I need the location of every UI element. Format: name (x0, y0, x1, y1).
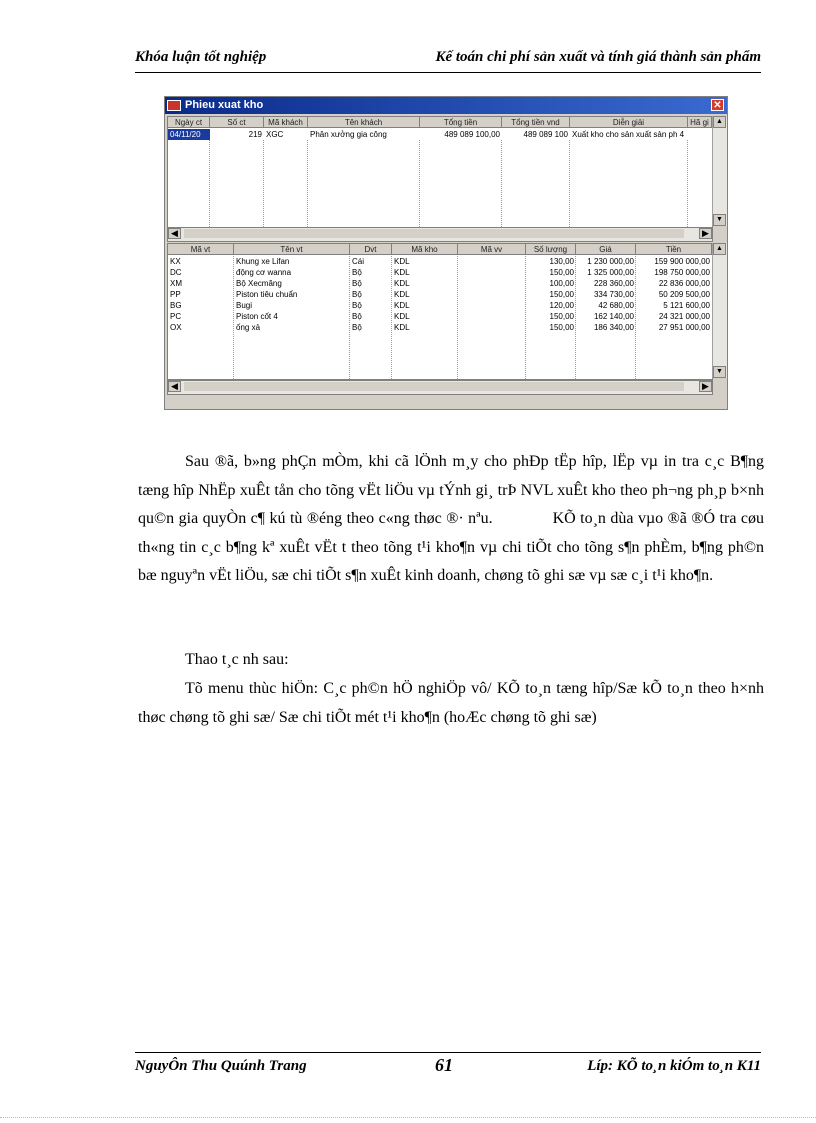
table-cell: 1 230 000,00 (587, 257, 634, 266)
body-paragraph-1 (138, 448, 764, 591)
table-cell: KDL (394, 290, 410, 299)
scroll-left-icon[interactable]: ◀ (168, 228, 181, 239)
window-title: Phieu xuat kho (185, 99, 264, 111)
table-cell: KDL (394, 257, 410, 266)
column-header[interactable]: Số lượng (526, 244, 576, 255)
header-left-title: Khóa luận tốt nghiệp (135, 49, 267, 65)
column-header[interactable]: Dvt (350, 244, 392, 255)
table-cell: Cái (352, 257, 365, 266)
table-cell: KDL (394, 268, 410, 277)
table-cell: XM (170, 279, 182, 288)
table-cell: XGC (264, 129, 308, 140)
table-cell: Bugi (236, 301, 253, 310)
table-cell: động cơ wanna (236, 268, 292, 277)
table-cell: 219 (210, 129, 264, 140)
column-divider (569, 129, 570, 227)
column-divider (687, 129, 688, 227)
column-header[interactable]: Tổng tiền vnd (502, 117, 570, 128)
paragraph-1-part-a: Sau ®ã, b»ng phÇn mÒm, khi cã lÖnh m¸y cho phÐp tËp hîp, lËp vµ in tra c¸c B¶ng tæng hîp NhËp xuÊt tån cho tõng vËt liÖu vµ tÝnh gi¸ trÞ NVL xuÊt kho theo ph¬ng ph¸p b×nh qu©n gia quyÒn c¶ kú tù ®éng theo c«ng thøc ®· nªu. (138, 453, 764, 527)
column-header[interactable]: Tiền (636, 244, 712, 255)
table-cell: 150,00 (549, 312, 574, 321)
header-right-title: Kế toán chi phí sản xuất và tính giá thành sản phẩm (435, 49, 761, 65)
table-cell: 162 140,00 (593, 312, 634, 321)
table-cell: 198 750 000,00 (654, 268, 710, 277)
body-paragraph-3: Tõ menu thùc hiÖn: C¸c ph©n hÖ nghiÖp vô/ KÕ to¸n tæng hîp/Sæ kÕ to¸n theo h×nh thøc chøng tõ ghi sæ/ Sæ chi tiÕt mét t¹i kho¶n (hoÆc chøng tõ ghi sæ) (138, 680, 764, 726)
table-cell: Bộ (352, 301, 362, 310)
table-cell: Phân xưởng gia công (308, 129, 420, 140)
column-header[interactable]: Tổng tiền (420, 117, 502, 128)
table-cell: Bộ (352, 268, 362, 277)
table-cell: 5 121 600,00 (663, 301, 710, 310)
column-divider (209, 129, 210, 227)
table-cell: KX (170, 257, 181, 266)
table-cell: Piston cốt 4 (236, 312, 278, 321)
table-cell: ống xả (236, 323, 261, 332)
table-cell: Bộ (352, 290, 362, 299)
close-icon[interactable]: ✕ (711, 99, 724, 111)
table-cell: PC (170, 312, 182, 321)
table-cell (458, 256, 526, 267)
table-cell: 04/11/20 (168, 129, 210, 140)
table-cell: KDL (394, 301, 410, 310)
table-cell: Piston tiêu chuẩn (236, 290, 298, 299)
table-cell: 1 325 000,00 (587, 268, 634, 277)
table-cell: KDL (394, 323, 410, 332)
screenshot-window (164, 96, 728, 410)
voucher-grid (167, 116, 713, 228)
column-header[interactable]: Hã gi (688, 117, 712, 128)
table-cell (458, 278, 526, 289)
window-titlebar (165, 97, 727, 114)
table-cell: OX (170, 323, 182, 332)
table-cell: Bộ Xecmăng (236, 279, 282, 288)
column-header[interactable]: Mã vt (168, 244, 234, 255)
table-cell: KDL (394, 312, 410, 321)
table-cell: KDL (394, 279, 410, 288)
top-grid-vertical-scrollbar[interactable] (712, 116, 727, 226)
column-header[interactable]: Tên khách (308, 117, 420, 128)
page-bottom-rule (0, 1117, 816, 1118)
table-cell: 334 730,00 (593, 290, 634, 299)
footer-author: NguyÔn Thu Quúnh Trang (135, 1058, 307, 1074)
table-cell (458, 322, 526, 333)
table-cell: 489 089 100 (502, 129, 570, 140)
column-divider (263, 129, 264, 227)
column-header[interactable]: Ngày ct (168, 117, 210, 128)
scroll-up-icon[interactable]: ▲ (713, 116, 726, 128)
table-cell: 150,00 (549, 323, 574, 332)
bottom-grid-horizontal-scrollbar[interactable] (167, 380, 713, 395)
table-cell (458, 289, 526, 300)
table-cell: 186 340,00 (593, 323, 634, 332)
table-cell: 22 836 000,00 (658, 279, 710, 288)
column-header[interactable]: Giá (576, 244, 636, 255)
page-header (135, 48, 761, 73)
table-cell: Bộ (352, 312, 362, 321)
table-cell: 100,00 (549, 279, 574, 288)
table-cell: Bộ (352, 323, 362, 332)
footer-class: Líp: KÕ to¸n kiÓm to¸n K11 (587, 1058, 761, 1074)
table-cell: Khung xe Lifan (236, 257, 290, 266)
table-cell: 24 321 000,00 (658, 312, 710, 321)
scroll-down-icon[interactable]: ▼ (713, 214, 726, 226)
scroll-up-icon[interactable]: ▲ (713, 243, 726, 255)
table-cell: 120,00 (549, 301, 574, 310)
column-divider (501, 129, 502, 227)
table-cell: 150,00 (549, 268, 574, 277)
column-header[interactable]: Tên vt (234, 244, 350, 255)
table-cell: BG (170, 301, 182, 310)
scroll-right-icon[interactable]: ▶ (699, 228, 712, 239)
table-cell: 159 900 000,00 (654, 257, 710, 266)
scroll-down-icon[interactable]: ▼ (713, 366, 726, 378)
scroll-left-icon[interactable]: ◀ (168, 381, 181, 392)
column-header[interactable]: Số ct (210, 117, 264, 128)
table-cell: DC (170, 268, 182, 277)
paragraph-1-part-b: KÕ to¸n dùa vµo ®ã ®Ó tra cøu th«ng tin c¸c b¶ng kª xuÊt vËt t theo tõng t¹i kho¶n vµ chi tiÕt cho tõng s¶n phÈm, b¶ng ph©n bæ nguyªn vËt liÖu, sæ chi tiÕt s¶n xuÊt kinh doanh, chøng tõ ghi sæ vµ sæ c¸i t¹i kho¶n. (138, 510, 764, 584)
table-cell: Xuất kho cho sản xuất sản ph 4 (570, 129, 688, 140)
table-cell: 50 209 500,00 (658, 290, 710, 299)
table-cell: 42 680,00 (598, 301, 634, 310)
material-grid (167, 243, 713, 380)
table-cell: PP (170, 290, 181, 299)
bottom-grid-vertical-scrollbar[interactable] (712, 243, 727, 378)
table-cell (458, 311, 526, 322)
top-grid-horizontal-scrollbar[interactable] (167, 227, 713, 242)
scroll-thumb[interactable] (184, 229, 684, 238)
table-cell: 27 951 000,00 (658, 323, 710, 332)
table-cell: Bộ (352, 279, 362, 288)
column-header[interactable]: Mã vv (458, 244, 526, 255)
app-icon (167, 100, 181, 111)
table-cell (458, 300, 526, 311)
table-cell (458, 267, 526, 278)
column-divider (419, 129, 420, 227)
table-cell (688, 129, 712, 140)
column-divider (307, 129, 308, 227)
scroll-right-icon[interactable]: ▶ (699, 381, 712, 392)
body-paragraph-2: Thao t¸c nh sau: (185, 651, 289, 668)
table-cell: 228 360,00 (593, 279, 634, 288)
page-number: 61 (435, 1055, 453, 1075)
table-cell: 130,00 (549, 257, 574, 266)
table-cell: 150,00 (549, 290, 574, 299)
column-header[interactable]: Diễn giải (570, 117, 688, 128)
page-footer (135, 1052, 761, 1077)
scroll-thumb[interactable] (184, 382, 684, 391)
table-cell: 489 089 100,00 (420, 129, 502, 140)
column-header[interactable]: Mã kho (392, 244, 458, 255)
column-header[interactable]: Mã khách (264, 117, 308, 128)
